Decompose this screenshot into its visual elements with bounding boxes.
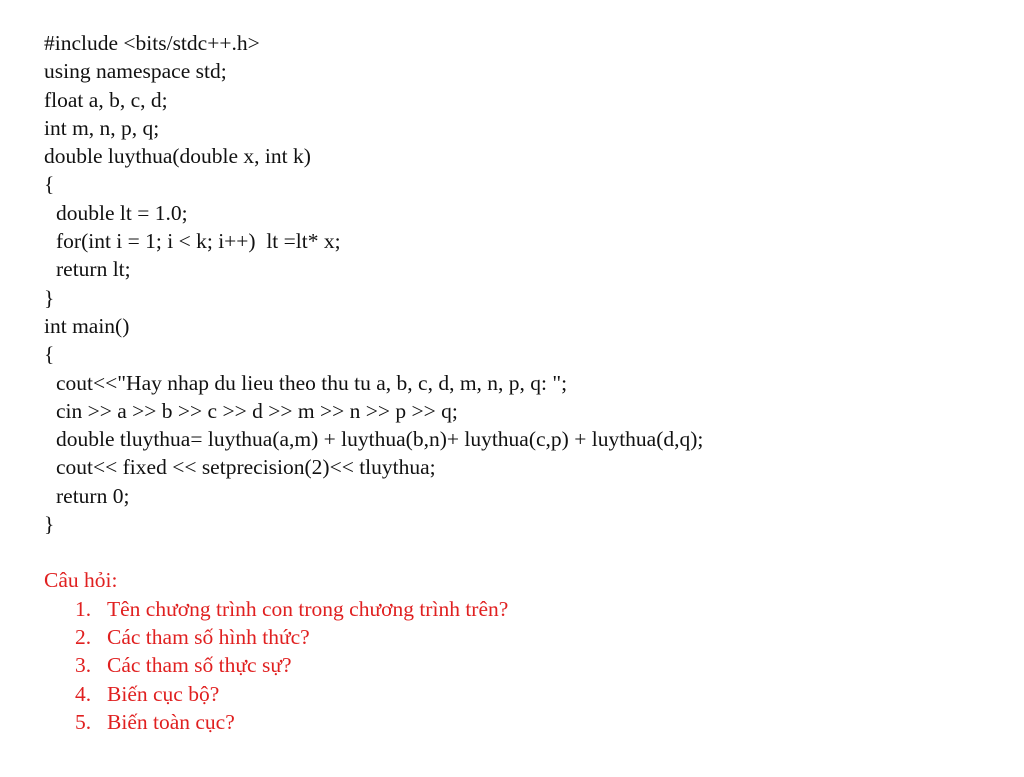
code-line-function-signature: double luythua(double x, int k) (44, 144, 311, 169)
code-line-main-open-brace: { (44, 342, 55, 367)
question-text: Tên chương trình con trong chương trình trên? (107, 596, 509, 621)
code-line-main-signature: int main() (44, 313, 130, 338)
code-line-tluythua: double tluythua= luythua(a,m) + luythua(b,n)+ luythua(c,p) + luythua(d,q); (56, 427, 704, 452)
code-line-int-vars: int m, n, p, q; (44, 115, 160, 140)
question-text: Các tham số hình thức? (107, 624, 310, 649)
question-text: Biến cục bộ? (107, 681, 220, 706)
code-line-cin: cin >> a >> b >> c >> d >> m >> n >> p >> q; (56, 398, 458, 423)
question-number: 5. (75, 709, 92, 734)
question-list (44, 595, 1004, 736)
code-line-close-brace: } (44, 285, 55, 310)
question-item (75, 708, 1004, 736)
code-line-for-loop: for(int i = 1; i < k; i++) lt =lt* x; (56, 229, 341, 254)
question-number: 2. (75, 624, 92, 649)
code-line-include: #include <bits/stdc++.h> (44, 31, 260, 55)
question-title: Câu hỏi: (44, 568, 118, 593)
code-line-cout-result: cout<< fixed << setprecision(2)<< tluythua; (56, 455, 436, 480)
question-item (75, 595, 1004, 623)
document (44, 29, 1004, 736)
question-text: Biến toàn cục? (107, 709, 235, 734)
code-line-return-zero: return 0; (56, 483, 130, 508)
question-item (75, 680, 1004, 708)
code-line-float-vars: float a, b, c, d; (44, 87, 168, 112)
question-block (44, 566, 1004, 736)
question-item (75, 623, 1004, 651)
code-line-return-lt: return lt; (56, 257, 131, 282)
question-number: 4. (75, 681, 92, 706)
question-number: 1. (75, 596, 92, 621)
code-line-cout-prompt: cout<<"Hay nhap du lieu theo thu tu a, b, c, d, m, n, p, q: "; (56, 370, 568, 395)
code-line-lt-decl: double lt = 1.0; (56, 200, 188, 225)
question-text: Các tham số thực sự? (107, 653, 292, 678)
code-line-namespace: using namespace std; (44, 59, 227, 84)
code-line-main-close-brace: } (44, 512, 55, 537)
code-line-open-brace: { (44, 172, 55, 197)
code-block (44, 29, 1004, 538)
question-number: 3. (75, 653, 92, 678)
question-item (75, 651, 1004, 679)
